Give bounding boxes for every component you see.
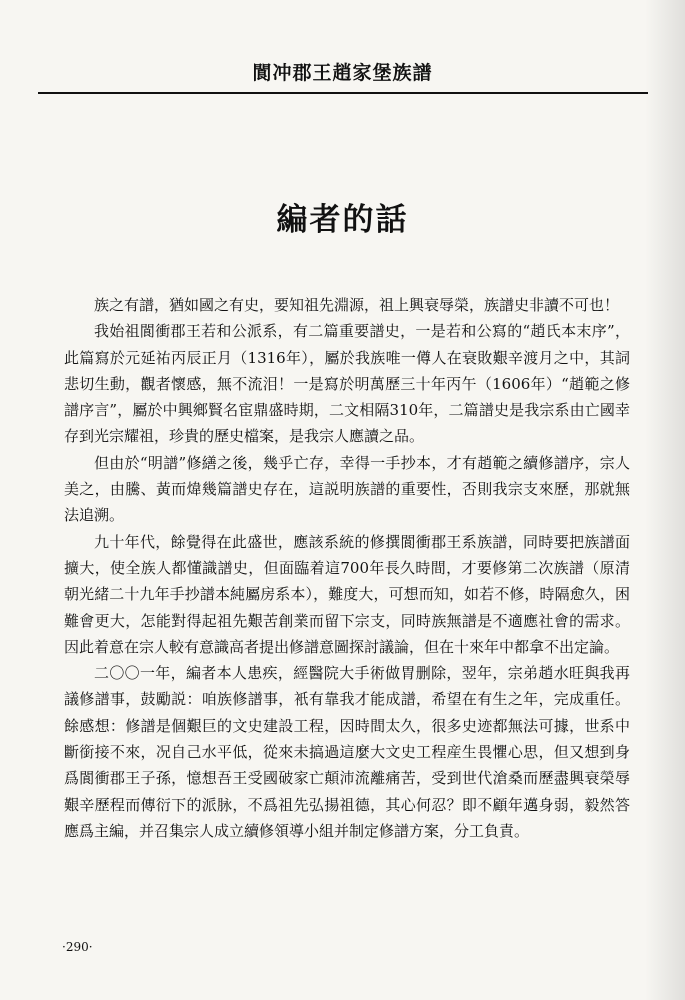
header-divider bbox=[38, 92, 648, 94]
paragraph: 我始祖閬衝郡王若和公派系，有二篇重要譜史，一是若和公寫的“趙氏本末序”，此篇寫於元延祐丙辰正月（1316年），屬於我族唯一僔人在衰敗艱辛渡月之中，其詞悲切生動，觀者懷感，無不流泪！一是寫於明萬歷三十年丙午（1606年）“趙範之修譜序言”，屬於中興鄉賢名宦鼎盛時期，二文相隔310年，二篇譜史是我宗系由亡國幸存到光宗耀祖，珍貴的歷史檔案，是我宗人應讀之品。 bbox=[64, 322, 630, 446]
paragraph: 但由於“明譜”修繕之後，幾乎亡存，幸得一手抄本，才有趙範之續修譜序，宗人美之，由騰、黃而煒幾篇譜史存在，這説明族譜的重要性，否則我宗支來歷，那就無法追溯。 bbox=[64, 453, 630, 525]
section-title: 編者的話 bbox=[276, 202, 409, 238]
paragraph: 族之有譜，猶如國之有史，要知祖先淵源，祖上興衰辱榮，族譜史非讀不可也！ bbox=[94, 296, 620, 314]
running-header-title: 閬冲郡王趙家堡族譜 bbox=[252, 62, 433, 84]
paragraph: 九十年代，餘覺得在此盛世，應該系統的修撰閬衝郡王系族譜，同時要把族譜面擴大，使全族人都懂識譜史，但面臨着這700年長久時間，才要修第二次族譜（原清朝光緒二十九年手抄譜本純屬房系本），難度大，可想而知，如若不修，時隔愈久，困難會更大，怎能對得起祖先艱苦創業而留下宗支，同時族無譜是不適應社會的需求。因此着意在宗人較有意識高者提出修譜意圖探討議論，但在十來年中都拿不出定論。 bbox=[64, 532, 630, 656]
paragraph: 二〇〇一年，編者本人患疾，經醫院大手術做胃删除，翌年，宗弟趙水旺與我再議修譜事，鼓勵説：咱族修譜事，衹有靠我才能成譜，希望在有生之年，完成重任。餘感想：修譜是個艱巨的文史建設工程，因時間太久，很多史迹都無法可據，世系中斷銜接不來，况自己水平低，從來未搞過這麼大文史工程産生畏懼心思，但又想到身爲閬衝郡王子孫，憶想吾王受國破家亡顛沛流離痛苦，受到世代滄桑而歷盡興衰榮辱艱辛歷程而傳衍下的派脉，不爲祖先弘揚祖德，其心何忍？即不顧年邁身弱，毅然答應爲主編，并召集宗人成立續修領導小組并制定修譜方案，分工負責。 bbox=[64, 664, 630, 840]
body-text bbox=[64, 292, 630, 844]
scan-shadow bbox=[645, 0, 685, 1000]
page-number: ·290· bbox=[62, 940, 93, 954]
